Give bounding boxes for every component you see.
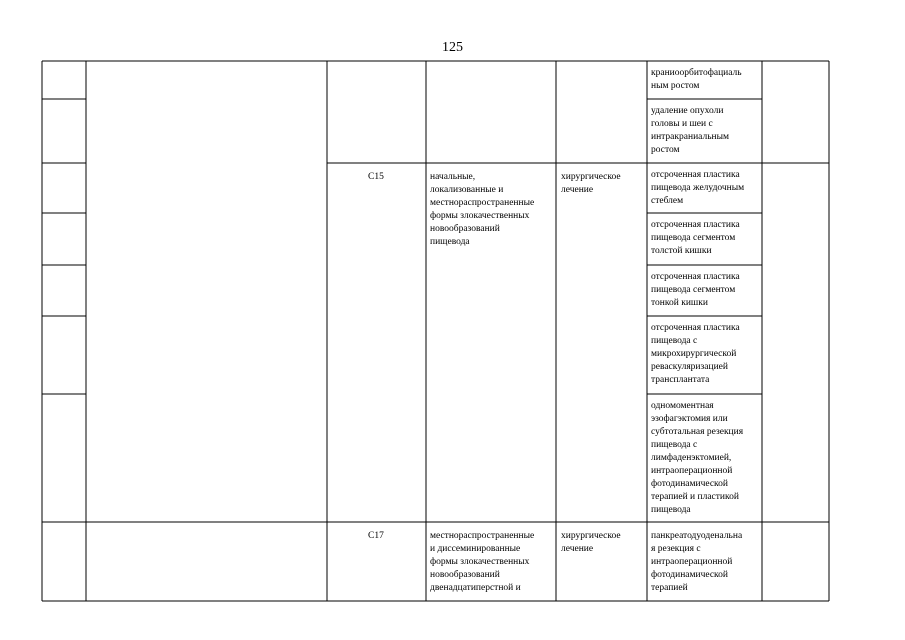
- treatment-c15: хирургическое лечение: [561, 172, 621, 195]
- method-cell: краниоорбитофациаль ным ростом: [651, 68, 742, 91]
- method-cell: отсроченная пластика пищевода сегментом толстой кишки: [651, 220, 740, 256]
- method-cell: отсроченная пластика пищевода с микрохирургической реваскуляризацией трансплантата: [651, 323, 740, 385]
- method-cell: одномоментная эзофагэктомия или субтотальная резекция пищевода с лимфаденэктомией, интраоперационной фотодинамической терапией и пластикой пищевода: [651, 401, 744, 515]
- diagnosis-c15: начальные, локализованные и местнораспространенные формы злокачественных новообразований пищевода: [430, 172, 535, 247]
- treatment-c17: хирургическое лечение: [561, 531, 621, 554]
- method-cell: панкреатодуоденальна я резекция с интраоперационной фотодинамической терапией: [651, 531, 743, 593]
- page-number: 125: [442, 40, 463, 55]
- code-c17: C17: [368, 531, 384, 541]
- method-cell: отсроченная пластика пищевода сегментом тонкой кишки: [651, 272, 740, 308]
- method-cell: отсроченная пластика пищевода желудочным стеблем: [651, 170, 745, 206]
- diagnosis-c17: местнораспространенные и диссеминированные формы злокачественных новообразований двенадцатиперстной и: [430, 531, 535, 593]
- code-c15: C15: [368, 172, 384, 182]
- method-cell: удаление опухоли головы и шеи с интракраниальным ростом: [651, 106, 730, 155]
